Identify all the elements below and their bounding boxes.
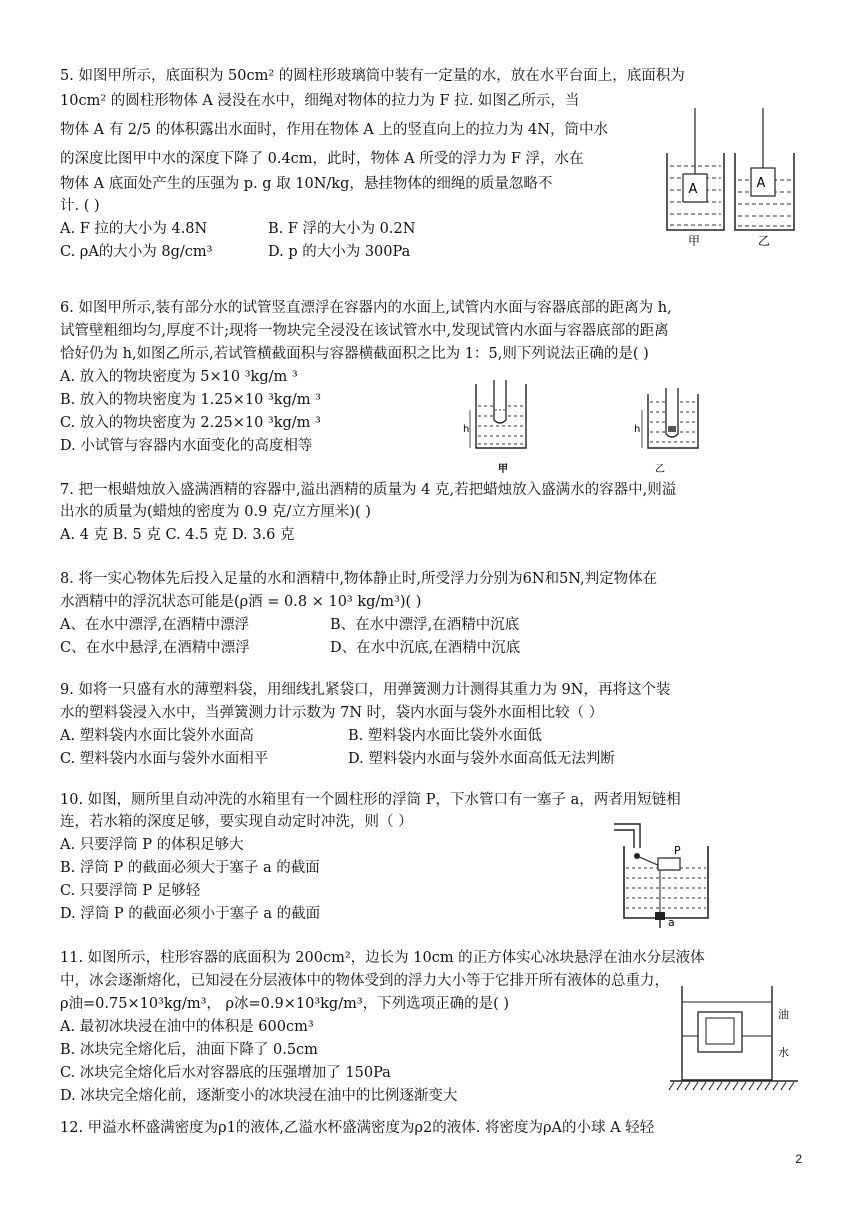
q7-line-2: 出水的质量为(蜡烛的密度为 0.9 克/立方厘米)( ) [60,504,371,520]
q5-line-4: 的深度比图甲中水的深度下降了 0.4cm，此时，物体 A 所受的浮力为 F 浮，水在 [60,151,584,167]
q8-line-2: 水酒精中的浮沉状态可能是(ρ酒 = 0.8 × 10³ kg/m³)( ) [60,594,422,610]
q7-options: A. 4 克 B. 5 克 C. 4.5 克 D. 3.6 克 [60,527,295,543]
q10-fig-label-a: a [668,916,675,929]
q11-line-3: ρ油=0.75×10³kg/m³， ρ冰=0.9×10³kg/m³，下列选项正确的是( ) [60,996,510,1012]
q6-fig-caption-yi: 乙 [655,464,665,475]
q11-option-b: B. 冰块完全熔化后，油面下降了 0.5cm [60,1042,318,1058]
q9-option-a: A. 塑料袋内水面比袋外水面高 [60,728,254,744]
q5-fig-label-a1: A [688,182,698,197]
q10-line-1: 10. 如图，厕所里自动冲洗的水箱里有一个圆柱形的浮筒 P，下水管口有一塞子 a，两者用短链相 [60,792,681,808]
q8-line-1: 8. 将一实心物体先后投入足量的水和酒精中,物体静止时,所受浮力分别为6N和5N,判定物体在 [60,571,658,587]
q5-line-5: 物体 A 底面处产生的压强为 p. g 取 10N/kg，悬挂物体的细绳的质量忽略不 [60,176,553,192]
q6-figure [462,380,702,476]
q6-fig-h2: h [634,424,641,435]
q12-line-1: 12. 甲溢水杯盛满密度为ρ1的液体,乙溢水杯盛满密度为ρ2的液体. 将密度为ρA的小球 A 轻轻 [60,1120,655,1136]
q5-option-a: A. F 拉的大小为 4.8N [60,221,208,237]
q6-fig-h1: h [463,424,470,435]
q10-option-a: A. 只要浮筒 P 的体积足够大 [60,837,244,853]
q6-option-b: B. 放入的物块密度为 1.25×10 ³kg/m ³ [60,392,321,408]
q11-option-a: A. 最初冰块浸在油中的体积是 600cm³ [60,1019,314,1035]
q6-option-c: C. 放入的物块密度为 2.25×10 ³kg/m ³ [60,415,321,431]
q9-line-2: 水的塑料袋浸入水中，当弹簧测力计示数为 7N 时，袋内水面与袋外水面相比较（ ） [60,705,604,721]
q8-option-a: A、在水中漂浮,在酒精中漂浮 [60,617,250,633]
q7-line-1: 7. 把一根蜡烛放入盛满酒精的容器中,溢出酒精的质量为 4 克,若把蜡烛放入盛满水的容器中,则溢 [60,482,677,498]
q8-option-c: C、在水中悬浮,在酒精中漂浮 [60,640,250,656]
q9-option-c: C. 塑料袋内水面与袋外水面相平 [60,751,269,767]
q8-option-d: D、在水中沉底,在酒精中沉底 [330,640,521,656]
q9-line-1: 9. 如将一只盛有水的薄塑料袋，用细线扎紧袋口，用弹簧测力计测得其重力为 9N，再将这个装 [60,682,671,698]
q5-line-2: 10cm² 的圆柱形物体 A 浸没在水中，细绳对物体的拉力为 F 拉. 如图乙所示，当 [60,93,580,109]
q9-option-d: D. 塑料袋内水面与袋外水面高低无法判断 [348,751,615,767]
q11-figure [668,984,803,1096]
q5-fig-caption-jia: 甲 [688,234,701,246]
q10-option-c: C. 只要浮筒 P 足够轻 [60,883,201,899]
q10-figure [612,818,717,930]
q5-fig-caption-yi: 乙 [758,234,771,246]
q10-fig-label-p: P [674,844,681,857]
q11-option-d: D. 冰块完全熔化前，逐渐变小的冰块浸在油中的比例逐渐变大 [60,1088,458,1104]
q6-option-d: D. 小试管与容器内水面变化的高度相等 [60,438,313,454]
q6-line-3: 恰好仍为 h,如图乙所示,若试管横截面积与容器横截面积之比为 1：5,则下列说法正确的是( ) [60,346,649,362]
page-number: 2 [795,1152,802,1166]
q5-option-c: C. ρA的大小为 8g/cm³ [60,244,213,260]
q10-line-2: 连，若水箱的深度足够，要实现自动定时冲洗，则（ ） [60,814,413,830]
q5-figure [662,108,802,246]
q6-option-a: A. 放入的物块密度为 5×10 ³kg/m ³ [60,369,298,385]
q5-line-1: 5. 如图甲所示，底面积为 50cm² 的圆柱形玻璃筒中装有一定量的水，放在水平台面上，底面积为 [60,68,685,84]
q11-line-2: 中，冰会逐渐熔化，已知浸在分层液体中的物体受到的浮力大小等于它排开所有液体的总重力， [60,973,669,989]
q8-option-b: B、在水中漂浮,在酒精中沉底 [330,617,520,633]
q11-option-c: C. 冰块完全熔化后水对容器底的压强增加了 150Pa [60,1065,391,1081]
q11-fig-label-water: 水 [778,1046,789,1059]
q9-option-b: B. 塑料袋内水面比袋外水面低 [348,728,542,744]
q10-option-b: B. 浮筒 P 的截面必须大于塞子 a 的截面 [60,860,320,876]
q10-option-d: D. 浮筒 P 的截面必须小于塞子 a 的截面 [60,906,321,922]
q6-fig-caption-jia: 甲 [498,464,508,475]
q5-option-b: B. F 浮的大小为 0.2N [268,221,416,237]
q5-option-d: D. p 的大小为 300Pa [268,244,411,260]
q6-line-1: 6. 如图甲所示,装有部分水的试管竖直漂浮在容器内的水面上,试管内水面与容器底部的距离为 h, [60,300,672,316]
q5-fig-label-a2: A [756,176,766,191]
q6-line-2: 试管壁粗细均匀,厚度不计;现将一物块完全浸没在该试管水中,发现试管内水面与容器底部的距离 [60,323,669,339]
q5-line-3: 物体 A 有 2/5 的体积露出水面时，作用在物体 A 上的竖直向上的拉力为 4N，筒中水 [60,122,608,138]
q11-line-1: 11. 如图所示，柱形容器的底面积为 200cm²，边长为 10cm 的正方体实心冰块悬浮在油水分层液体 [60,950,705,966]
q5-line-6: 计. ( ) [60,198,100,214]
q11-fig-label-oil: 油 [778,1008,789,1021]
